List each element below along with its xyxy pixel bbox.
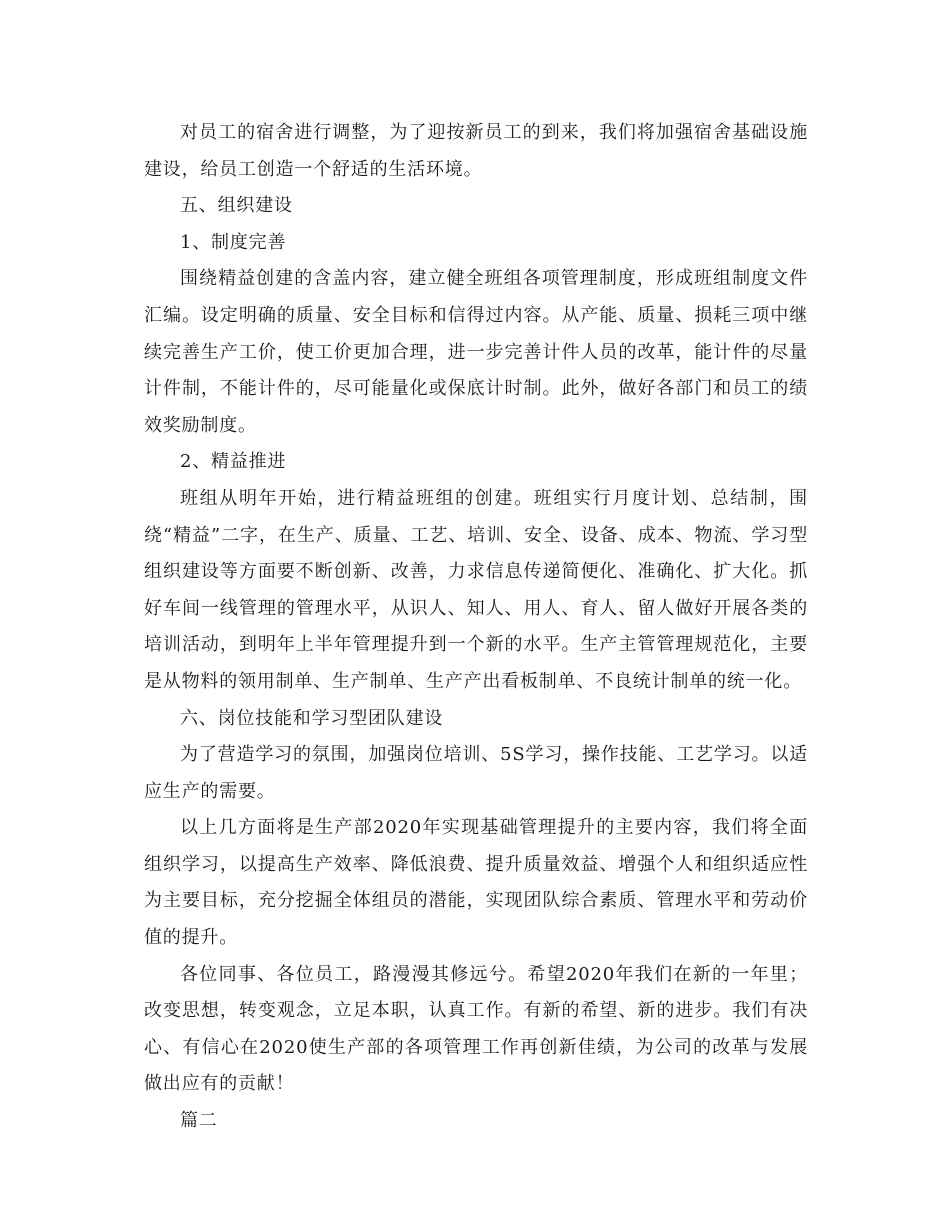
section-heading-organization: 五、组织建设 (180, 195, 293, 217)
subsection-heading-system: 1、制度完善 (180, 231, 287, 253)
paragraph-skills: 为了营造学习的氛围，加强岗位培训、5S学习，操作技能、工艺学习。以适应生产的需要。 (144, 744, 808, 802)
paragraph-lean: 班组从明年开始，进行精益班组的创建。班组实行月度计划、总结制，围绕“精益”二字，在生产、质量、工艺、培训、安全、设备、成本、物流、学习型组织建设等方面要不断创新、改善，力求信息传递简便化、准确化、扩大化。抓好车间一线管理的管理水平，从识人、知人、用人、育人、留人做好开展各类的培训活动，到明年上半年管理提升到一个新的水平。生产主管管理规范化，主要是从物料的领用制单、生产制单、生产产出看板制单、不良统计制单的统一化。 (144, 487, 808, 692)
subsection-heading-lean: 2、精益推进 (180, 451, 287, 473)
paragraph-summary: 以上几方面将是生产部2020年实现基础管理提升的主要内容，我们将全面组织学习，以提高生产效率、降低浪费、提升质量效益、增强个人和组织适应性为主要目标，充分挖掘全体组员的潜能，实现团队综合素质、管理水平和劳动价值的提升。 (144, 817, 808, 949)
paragraph-dormitory: 对员工的宿舍进行调整，为了迎按新员工的到来，我们将加强宿舍基础设施建设，给员工创造一个舒适的生活环境。 (144, 122, 808, 180)
paragraph-closing: 各位同事、各位员工，路漫漫其修远兮。希望2020年我们在新的一年里；改变思想，转变观念，立足本职，认真工作。有新的希望、新的进步。我们有决心、有信心在2020使生产部的各项管理工作再创新佳绩，为公司的改革与发展做出应有的贡献！ (144, 963, 808, 1095)
document-body (144, 115, 808, 1140)
section-heading-skills: 六、岗位技能和学习型团队建设 (180, 707, 444, 729)
paragraph-system: 围绕精益创建的含盖内容，建立健全班组各项管理制度，形成班组制度文件汇编。设定明确的质量、安全目标和信得过内容。从产能、质量、损耗三项中继续完善生产工价，使工价更加合理，进一步完善计件人员的改革，能计件的尽量计件制，不能计件的，尽可能量化或保底计时制。此外，做好各部门和员工的绩效奖励制度。 (144, 268, 808, 436)
section-heading-part-two: 篇二 (180, 1110, 218, 1132)
